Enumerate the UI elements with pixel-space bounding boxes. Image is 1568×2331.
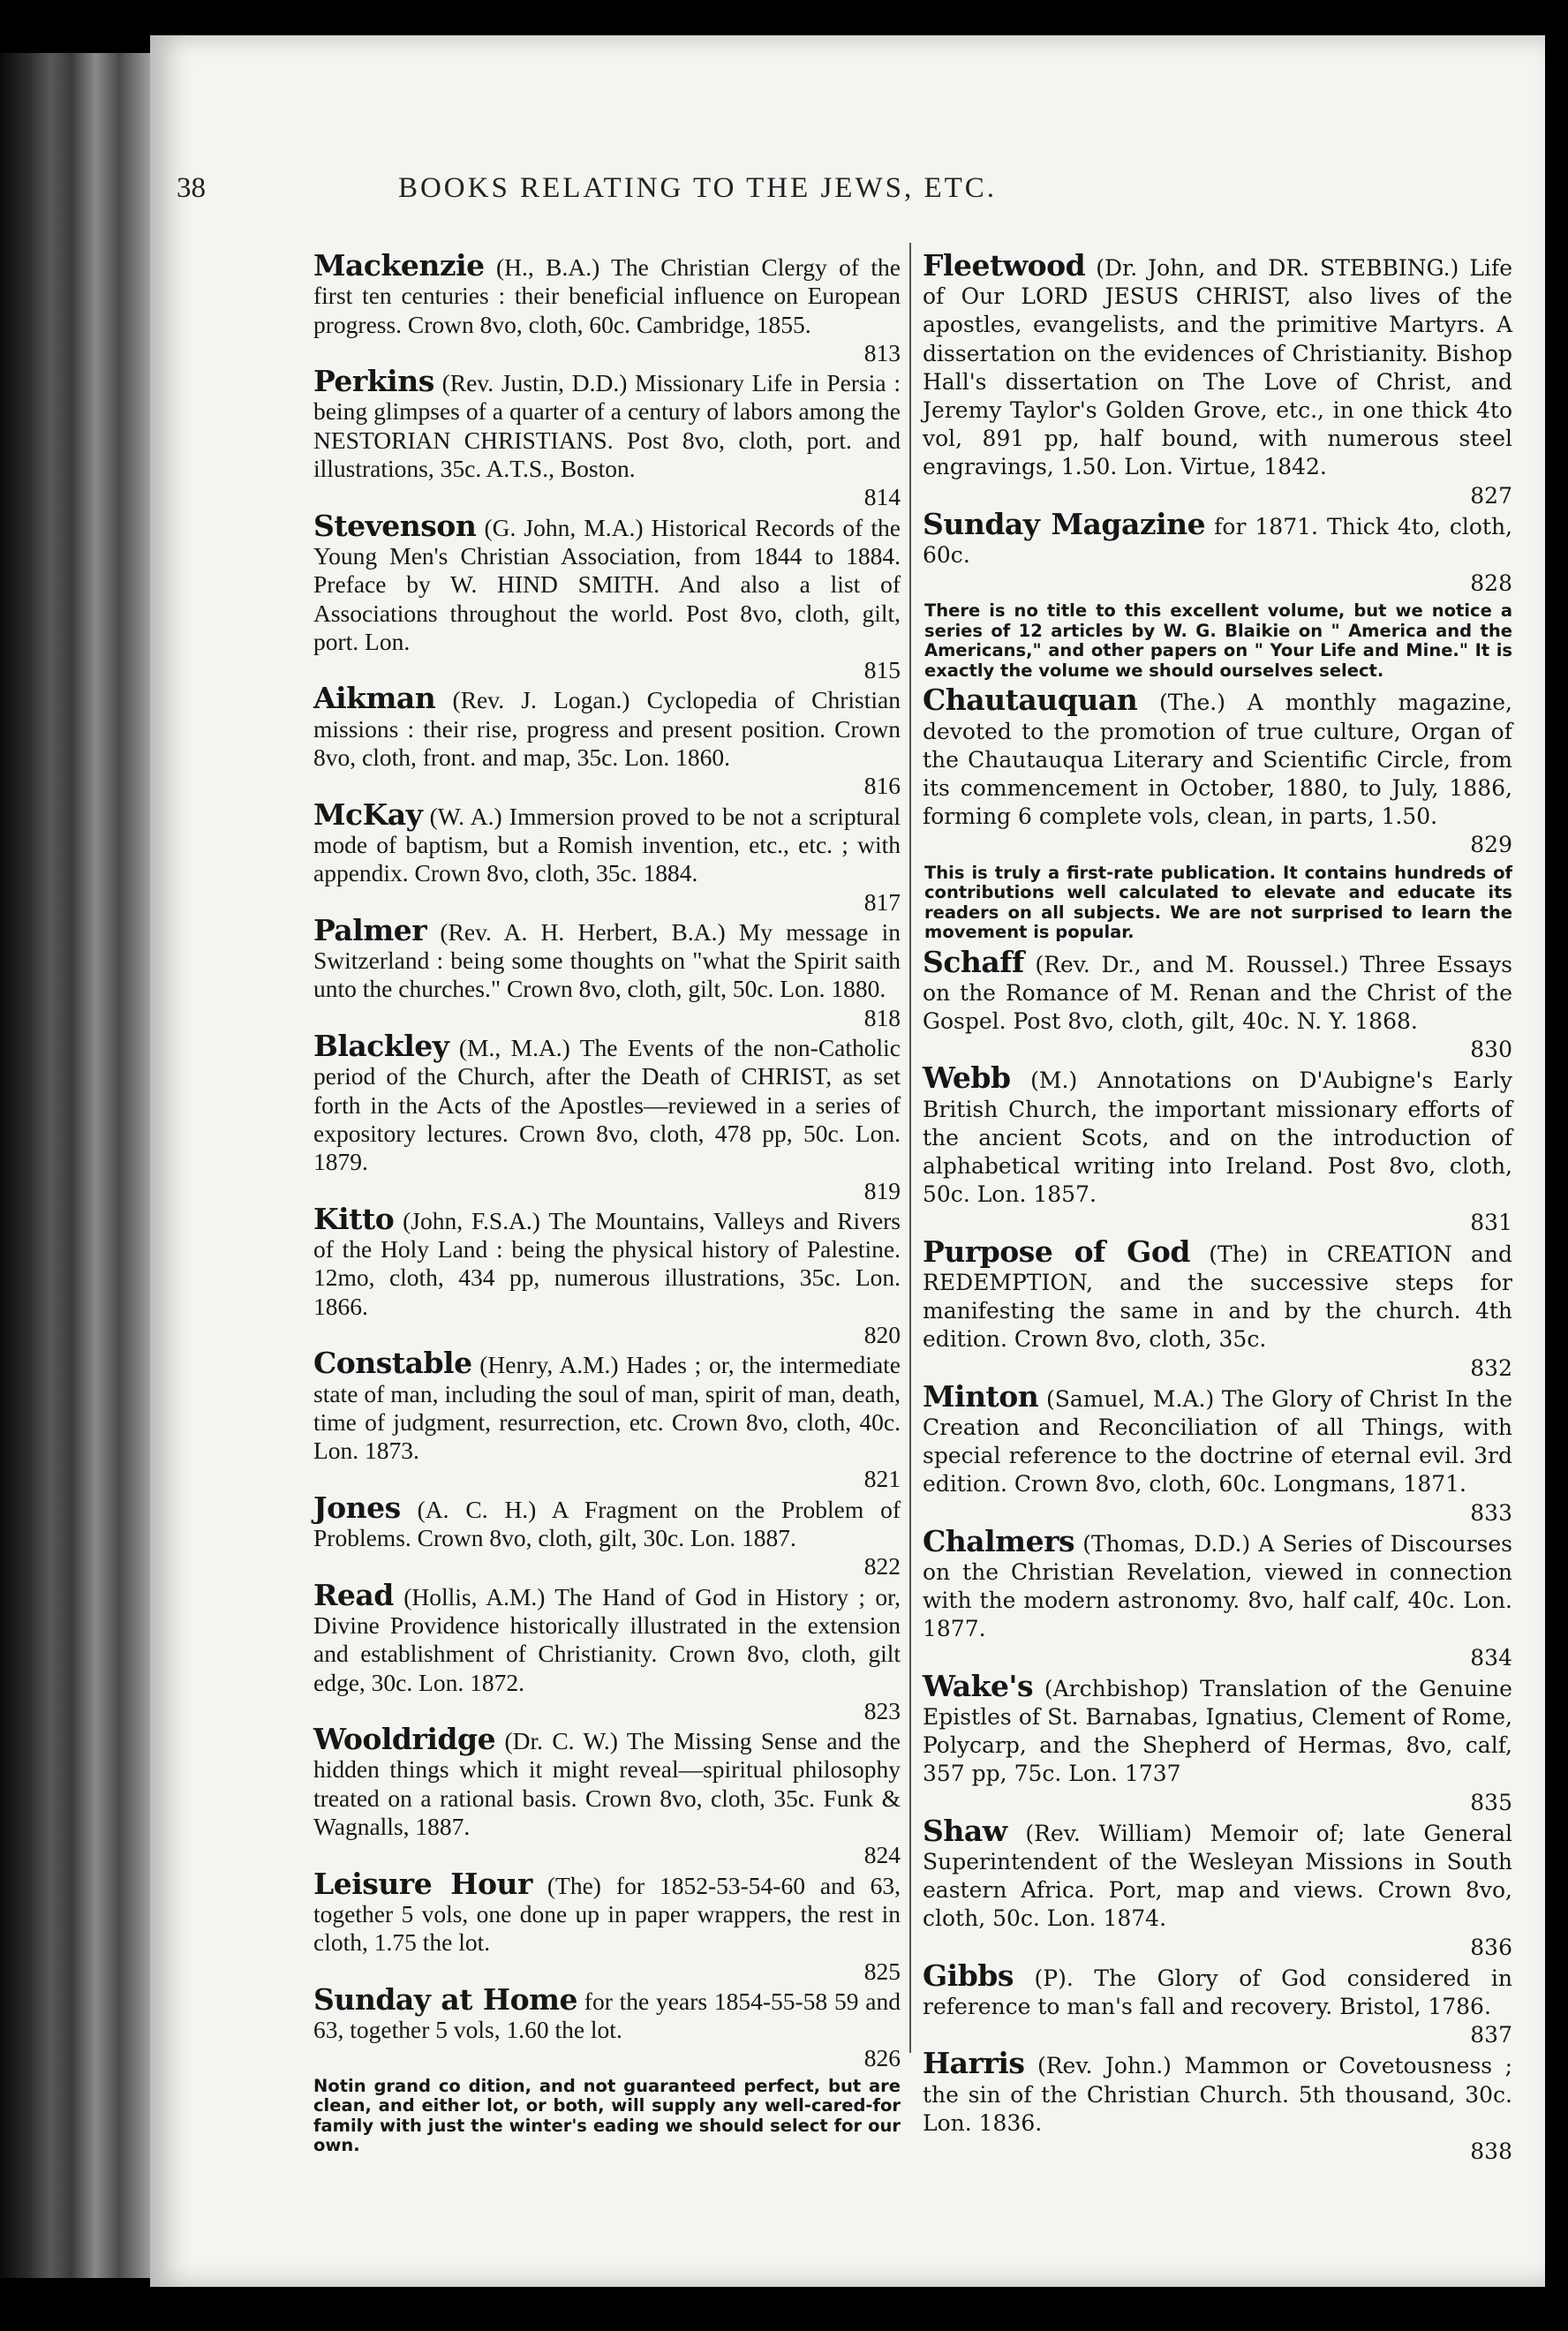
page-header [177, 172, 1218, 207]
entry-description: (Dr. John, and DR. STEBBING.) Life of Our LORD JESUS CHRIST, also lives of the apostles, evangelists, and the primitive Martyrs. A dissertation on the evidences of Christianity. Bishop Hall's dissertation on The Love of Christ, and Jeremy Taylor's Golden Grove, etc., in one thick 4to vol, 891 pp, half bound, with numerous steel engravings, 1.50. Lon. Virtue, 1842. [923, 255, 1513, 480]
lot-number: 836 [1470, 1934, 1512, 1960]
entry-description: (A. C. H.) A Fragment on the Problem of Problems. Crown 8vo, cloth, gilt, 30c. Lon. 1887. [313, 1495, 901, 1552]
catalogue-entry [313, 1866, 901, 1986]
entry-author: Read [313, 1577, 394, 1612]
entry-author: Wake's [923, 1668, 1034, 1703]
entry-description: (M.) Annotations on D'Aubigne's Early British Church, the important missionary efforts of the ancient Scots, and on the introduction of alphabetical writing into Ireland. Post 8vo, cloth, 50c. Lon. 1857. [923, 1067, 1512, 1208]
entry-description: (P). The Glory of God considered in reference to man's fall and recovery. Bristol, 1786. [923, 1965, 1512, 2019]
entry-author: Mackenzie [313, 248, 485, 283]
catalogue-entry [313, 1981, 901, 2073]
lot-number: 831 [1470, 1210, 1512, 1236]
entry-author: Stevenson [313, 508, 477, 543]
entry-author: Kitto [313, 1201, 395, 1236]
lot-number: 838 [1470, 2138, 1512, 2164]
catalogue-entry [923, 683, 1512, 859]
entry-author: Purpose of God [923, 1233, 1190, 1269]
lot-number: 816 [863, 772, 901, 800]
catalogue-note: Notin grand co dition, and not guaranteed perfect, but are clean, and either lot, or both, will supply any well-cared-for family with just the winter's eading we should select for our own. [313, 2075, 901, 2156]
entry-description: (The) in CREATION and REDEMPTION, and the successive steps for manifesting the same in and by the church. 4th edition. Crown 8vo, cloth, 35c. [923, 1241, 1512, 1353]
page-number: 38 [177, 172, 206, 204]
entry-author: Leisure Hour [313, 1866, 532, 1901]
book-spine-edge [0, 53, 159, 2278]
entry-author: Fleetwood [923, 248, 1086, 283]
entry-description: (Rev. J. Logan.) Cyclopedia of Christian missions : their rise, progress and present position. Crown 8vo, cloth, front. and map, 35c. Lon. 1860. [313, 686, 901, 772]
catalogue-entry [923, 944, 1512, 1065]
entry-description: (Samuel, M.A.) The Glory of Christ In the Creation and Reconciliation of all Things, with special reference to the doctrine of eternal evil. 3rd edition. Crown 8vo, cloth, 60c. Longmans, 1871. [923, 1385, 1512, 1497]
entry-description: (The.) A monthly magazine, devoted to the promotion of true culture, Organ of the Chautauqua Literary and Scientific Circle, from its commencement in October, 1880, to July, 1886, forming 6 complete vols, clean, in parts, 1.50. [923, 690, 1512, 830]
catalogue-entry [923, 1813, 1512, 1962]
entry-description: (M., M.A.) The Events of the non-Catholic period of the Church, after the Death of CHRIST, as set forth in the Acts of the Apostles—reviewed in a series of expository lectures. Crown 8vo, cloth, 478 pp, 50c. Lon. 1879. [313, 1034, 901, 1176]
lot-number: 825 [863, 1957, 901, 1985]
left-column [313, 248, 901, 2161]
catalogue-entry [313, 1577, 901, 1725]
catalogue-entry [313, 796, 901, 917]
entry-author: Sunday Magazine [923, 506, 1206, 541]
entry-author: Constable [313, 1346, 472, 1381]
catalogue-entry [313, 248, 901, 367]
entry-description: (Rev. Justin, D.D.) Missionary Life in Persia : being glimpses of a quarter of a century of labors among the NESTORIAN CHRISTIANS. Post 8vo, cloth, port. and illustrations, 35c. A.T.S., Boston. [313, 369, 901, 483]
lot-number: 826 [863, 2044, 901, 2072]
entry-author: Sunday at Home [313, 1981, 577, 2017]
catalogue-entry [923, 2046, 1513, 2166]
lot-number: 813 [863, 338, 901, 366]
entry-author: Chalmers [923, 1523, 1075, 1558]
catalogue-entry [923, 1378, 1512, 1528]
entry-description: (Henry, A.M.) Hades ; or, the intermediate state of man, including the soul of man, spirit of man, death, time of judgment, resurrection, etc. Crown 8vo, cloth, 40c. Lon. 1873. [313, 1351, 901, 1465]
entry-author: Chautauquan [923, 683, 1138, 718]
catalogue-entry [313, 508, 901, 685]
entry-description: (H., B.A.) The Christian Clergy of the first ten centuries : their beneficial influence on European progress. Crown 8vo, cloth, 60c. Cambridge, 1855. [313, 253, 901, 338]
entry-author: McKay [313, 796, 423, 832]
entry-author: Wooldridge [313, 1722, 496, 1757]
lot-number: 815 [863, 656, 901, 684]
lot-number: 834 [1470, 1644, 1512, 1671]
entry-description: (W. A.) Immersion proved to be not a scriptural mode of baptism, but a Romish invention, etc., etc. ; with appendix. Crown 8vo, cloth, 35c. 1884. [313, 802, 901, 887]
catalogue-entry [923, 1668, 1512, 1817]
catalogue-entry [923, 506, 1512, 599]
lot-number: 817 [863, 887, 901, 916]
catalogue-entry [313, 681, 901, 800]
catalogue-entry [313, 1201, 901, 1349]
catalogue-entry [313, 1722, 901, 1869]
lot-number: 818 [863, 1003, 901, 1031]
catalogue-entry [923, 1233, 1512, 1383]
entry-description: (Rev. William) Memoir of; late General Superintendent of the Wesleyan Missions in South eastern Africa. Port, map and views. Crown 8vo, cloth, 50c. Lon. 1874. [923, 1820, 1512, 1932]
entry-author: Gibbs [923, 1958, 1014, 1993]
catalogue-entry [313, 1346, 901, 1493]
entry-description: (Rev. Dr., and M. Roussel.) Three Essays on the Romance of M. Renan and the Christ of the Gospel. Post 8vo, cloth, gilt, 40c. N. Y. 1868. [923, 951, 1512, 1035]
entry-author: Shaw [923, 1813, 1007, 1848]
entry-author: Blackley [313, 1029, 449, 1064]
entry-description: (Hollis, A.M.) The Hand of God in History ; or, Divine Providence historically illustrated in the extension and establishment of Christianity. Crown 8vo, cloth, gilt edge, 30c. Lon. 1872. [313, 1582, 901, 1696]
entry-description: (Rev. A. H. Herbert, B.A.) My message in Switzerland : being some thoughts on "what the Spirit saith unto the churches." Crown 8vo, cloth, gilt, 50c. Lon. 1880. [313, 917, 901, 1003]
catalogue-note: There is no title to this excellent volume, but we notice a series of 12 articles by W. G. Blaikie on " America and the Americans," and other papers on " Your Life and Mine." It is exactly the volume we should ourselves select. [924, 600, 1512, 681]
running-title: BOOKS RELATING TO THE JEWS, ETC. [397, 172, 998, 204]
lot-number: 814 [863, 483, 901, 511]
lot-number: 824 [863, 1841, 901, 1869]
catalogue-entry [923, 1060, 1512, 1237]
catalogue-note: This is truly a first-rate publication. It contains hundreds of contributions well calculated to elevate and educate its readers on all subjects. We are not surprised to learn the movement is popular. [924, 862, 1512, 943]
lot-number: 829 [1470, 832, 1512, 858]
entry-author: Palmer [313, 912, 427, 947]
right-column [923, 248, 1513, 2166]
catalogue-entry [313, 912, 901, 1032]
lot-number: 819 [863, 1176, 901, 1204]
lot-number: 835 [1470, 1789, 1512, 1815]
catalogue-entry [923, 1958, 1512, 2050]
entry-author: Webb [923, 1060, 1011, 1096]
entry-description: (Dr. C. W.) The Missing Sense and the hidden things which it might reveal—spiritual philosophy treated on a rational basis. Crown 8vo, cloth, 35c. Funk & Wagnalls, 1887. [313, 1727, 901, 1841]
lot-number: 821 [863, 1465, 901, 1493]
lot-number: 832 [1470, 1354, 1512, 1381]
entry-description: for the years 1854-55-58 59 and 63, together 5 vols, 1.60 the lot. [313, 1987, 901, 2044]
lot-number: 823 [863, 1696, 901, 1724]
entry-author: Schaff [923, 944, 1024, 979]
lot-number: 827 [1470, 482, 1512, 509]
entry-author: Harris [923, 2046, 1025, 2081]
entry-description: (G. John, M.A.) Historical Records of the Young Men's Christian Association, from 1844 to 1884. Preface by W. HIND SMITH. And also a list of Associations throughout the world. Post 8vo, cloth, gilt, port. Lon. [313, 513, 901, 655]
catalogue-entry [313, 1029, 901, 1205]
entry-description: (The) for 1852-53-54-60 and 63, together 5 vols, one done up in paper wrappers, the rest in cloth, 1.75 the lot. [313, 1871, 901, 1957]
entry-description: (John, F.S.A.) The Mountains, Valleys and Rivers of the Holy Land : being the physical history of Palestine. 12mo, cloth, 434 pp, numerous illustrations, 35c. Lon. 1866. [313, 1206, 901, 1320]
entry-author: Perkins [313, 364, 434, 399]
entry-description: (Thomas, D.D.) A Series of Discourses on the Christian Revelation, viewed in connection with the modern astronomy. 8vo, half calf, 40c. Lon. 1877. [923, 1530, 1512, 1642]
entry-author: Jones [313, 1490, 401, 1525]
lot-number: 837 [1470, 2022, 1512, 2048]
lot-number: 833 [1470, 1499, 1512, 1526]
lot-number: 828 [1470, 570, 1512, 597]
entry-description: (Rev. John.) Mammon or Covetousness ; the sin of the Christian Church. 5th thousand, 30c. Lon. 1836. [923, 2053, 1513, 2136]
lot-number: 820 [863, 1320, 901, 1348]
lot-number: 822 [863, 1552, 901, 1580]
entry-description: (Archbishop) Translation of the Genuine Epistles of St. Barnabas, Ignatius, Clement of Rome, Polycarp, and the Shepherd of Hermas, 8vo, calf, 357 pp, 75c. Lon. 1737 [923, 1675, 1512, 1787]
column-divider [909, 243, 911, 2053]
entry-description: for 1871. Thick 4to, cloth, 60c. [923, 513, 1512, 569]
entry-author: Minton [923, 1378, 1039, 1414]
catalogue-entry [313, 1490, 901, 1581]
catalogue-entry [923, 1523, 1512, 1672]
catalogue-entry [313, 364, 901, 511]
entry-author: Aikman [313, 681, 436, 716]
catalogue-entry [923, 248, 1513, 510]
lot-number: 830 [1470, 1037, 1512, 1063]
